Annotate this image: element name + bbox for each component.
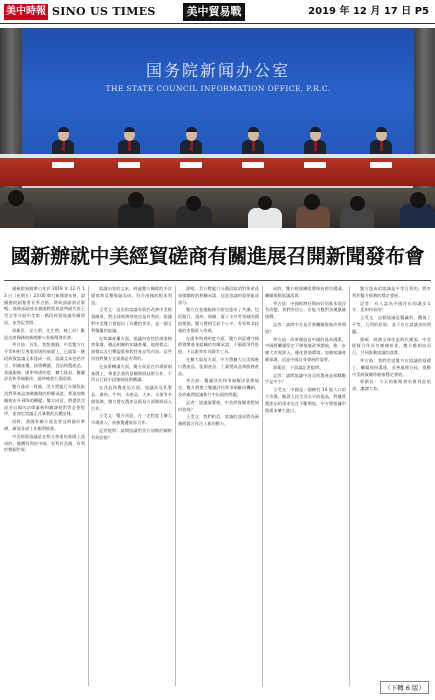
paragraph: 廖岷：美方將履行分階段取消對華產品加徵關稅的相關承諾，這是協議的重要組成部分。 — [178, 286, 259, 305]
paragraph: 記者：請問中方是否會繼續推進改革開放？ — [265, 321, 346, 334]
text-column-4 — [265, 286, 346, 686]
column-divider — [262, 286, 263, 686]
backdrop-title-cn: 国务院新闻办公室 — [145, 61, 290, 80]
nameplate — [370, 162, 392, 168]
text-column-3 — [178, 286, 259, 686]
article-body — [4, 286, 431, 686]
date-page-label: 2019 年 12 月 17 日 P5 — [308, 6, 429, 17]
nameplate — [242, 162, 264, 168]
backdrop-banner — [22, 28, 414, 156]
nameplate — [180, 162, 202, 168]
paragraph: 郭衛民：下面請記者提問。 — [273, 364, 324, 370]
paragraph: 記者：有人認為中國作出的讓步太多，您如何看待？ — [352, 300, 431, 313]
paragraph: 在匯率和透明度方面，雙方同意遵守國際貨幣基金組織的有關承諾，不搞競爭性貶值，不以匯率作為競爭工具。 — [178, 335, 259, 355]
newspaper-logo: 美中時報 — [4, 4, 48, 20]
paragraph: 王受文：這個協議是雙贏的，體現了平等、互利的原則，並不存在誰讓步的問題。 — [352, 315, 431, 334]
paragraph: 雙方達成的協議是平等互利的，將有利於雙方經濟的穩定發展。 — [352, 286, 431, 298]
paragraph: 雙方達成一致後，美方將履行分階段取消對華產品加徵關稅的相關承諾，實現加徵關稅由升到降的轉變。雙方同意，將盡快完成各自國內法律審核和翻譯校對等必要程序，並商定協議正式簽署的具體安排。 — [4, 384, 85, 417]
column-divider — [88, 286, 89, 686]
paragraph: 記者：請問協議中涉及的農產品採購數字是多少？ — [265, 372, 346, 385]
paragraph: 郭衛民：女士們、先生們，晚上好！歡迎出席國務院新聞辦公室新聞發布會。 — [4, 327, 85, 340]
column-divider — [175, 286, 176, 686]
paragraph: 寧吉喆：改革開放是中國的基本國策，中國將繼續堅定不移推進改革開放，進一步擴大市場准入，優化營商環境，加強知識產權保護，這是中國自身發展的需要。 — [265, 336, 346, 362]
audience — [0, 188, 435, 228]
backdrop-title-en: THE STATE COUNCIL INFORMATION OFFICE, P.R.C. — [105, 84, 331, 93]
paragraph: 寧吉喆：中國經濟長期向好的基本面沒有改變，我們有信心、有能力應對各種風險挑戰。 — [265, 300, 346, 320]
newspaper-name: SINO US TIMES — [52, 5, 156, 18]
paragraph: 王受文：這次的協議有助於改善中美經貿關係，對全球經濟發展也是有利的。協議對中美雙方都提出了具體的要求，是一個互利雙贏的協議。 — [91, 307, 172, 333]
paragraph: 在技術轉讓方面，雙方同意在市場原則基礎上，尊重企業的意願開展技術合作，不得以行政手段強制技術轉讓。 — [91, 363, 172, 383]
paragraph: 中美經貿協議是在相互尊重的基礎上達成的，總體有利於中國、有利於美國、有利於整個世界。 — [4, 433, 85, 453]
paragraph: 寧吉喆：首先，我想強調，中美雙方在平等和相互尊重原則的基礎上，已就第一階段經貿協議文本達成一致。協議文本包括序言、知識產權、技術轉讓、食品和農產品、金融服務、匯率和透明度、擴大貿易、雙邊評估和爭端解決、最終條款九個章節。 — [4, 342, 85, 382]
paragraph: 在知識產權方面，協議內容包括商業秘密保護、藥品相關的知識產權、地理標志、商標以及打擊盜版和假冒產品等內容，這些內容對雙方企業都是有利的。 — [91, 335, 172, 361]
paragraph: 寧吉喆：雙邊評估和爭端解決章節規定，雙方將建立雙邊評估和爭端解決機制，及時處理協議執行中出現的問題。 — [178, 378, 259, 397]
text-column-5 — [352, 286, 431, 686]
nameplate — [304, 162, 326, 168]
paragraph: 記者提問：請問協議對美方加徵的關稅有何安排？ — [91, 427, 172, 440]
paragraph: 廖岷：經濟全球化是時代潮流，中美經貿合作具有廣闊前景，雙方應相向而行，共同推動協議的落實。 — [352, 336, 431, 356]
text-column-2 — [91, 286, 172, 686]
text-column-1 — [4, 286, 85, 686]
headline-rule — [4, 280, 431, 281]
paragraph: 同時，我國有關方面也要及時做好準備，確保各項工作順利推進。 — [4, 419, 85, 431]
continued-on-page-label: （下轉 6 版） — [380, 681, 429, 694]
paragraph: 在食品和農產品方面，協議涉及乳製品、禽肉、牛肉、水產品、大米、水果等多個領域，雙方將在農產品貿易方面開展深入合作。 — [91, 385, 172, 411]
article-headline: 國新辦就中美經貿磋商有關進展召開新聞發布會 — [10, 244, 425, 268]
paragraph: 雙方在金融服務方面也達成了共識，包括銀行、證券、保險、電子支付等領域的開放措施，雙方將相互給予公平、有效和非歧視的市場准入待遇。 — [178, 307, 259, 333]
column-divider — [349, 286, 350, 686]
paragraph: 在擴大貿易方面，中方將擴大自美國進口農產品、能源產品、工業製成品和服務產品。 — [178, 356, 259, 376]
paragraph: 協議內容的文本，經過雙方團隊的多次磋商和反覆推敲而成，符合兩國的根本利益。 — [91, 286, 172, 305]
nameplate — [52, 162, 74, 168]
paragraph: 王受文：雙方同意，在一定程度上擴大市場准入，加強雙邊貿易合作。 — [91, 413, 172, 426]
paragraph: 郭衛民：今天的新聞發布會到此結束，謝謝大家。 — [352, 379, 431, 392]
nameplate — [118, 162, 140, 168]
press-conference-photo — [0, 28, 435, 228]
paragraph: 王受文：中國是一個擁有 14 億人口的大市場，隨著人民生活水平的提高，對優質農產品的需求也在不斷增加。中方將根據市場需求擴大進口。 — [265, 387, 346, 413]
masthead — [0, 0, 435, 24]
paragraph: 同時，雙方經貿團隊將保持密切溝通，繼續推動協議落實。 — [265, 286, 346, 298]
paragraph: 記者：協議簽署後，中美經貿關係將如何發展？ — [178, 399, 259, 412]
section-tag: 美中貿易戰 — [183, 3, 245, 21]
paragraph: 王受文：我們相信，協議的達成將為兩國經貿合作注入新的動力。 — [178, 414, 259, 427]
paragraph: 寧吉喆：我們希望雙方在協議的基礎上，繼續保持溝通，妥善處理分歧，推動中美經貿關係健康穩定發展。 — [352, 357, 431, 377]
paragraph: 國務院新聞辦公室於 2019 年 12 月 13 日（星期五）23:00 舉行新聞發布會，請國務院副秘書長寧吉喆、財政部副部長廖岷、商務部副部長兼國際貿易談判副代表王受文等介紹中美第一階段經貿協議有關情況，並答記者問。 — [4, 286, 85, 325]
